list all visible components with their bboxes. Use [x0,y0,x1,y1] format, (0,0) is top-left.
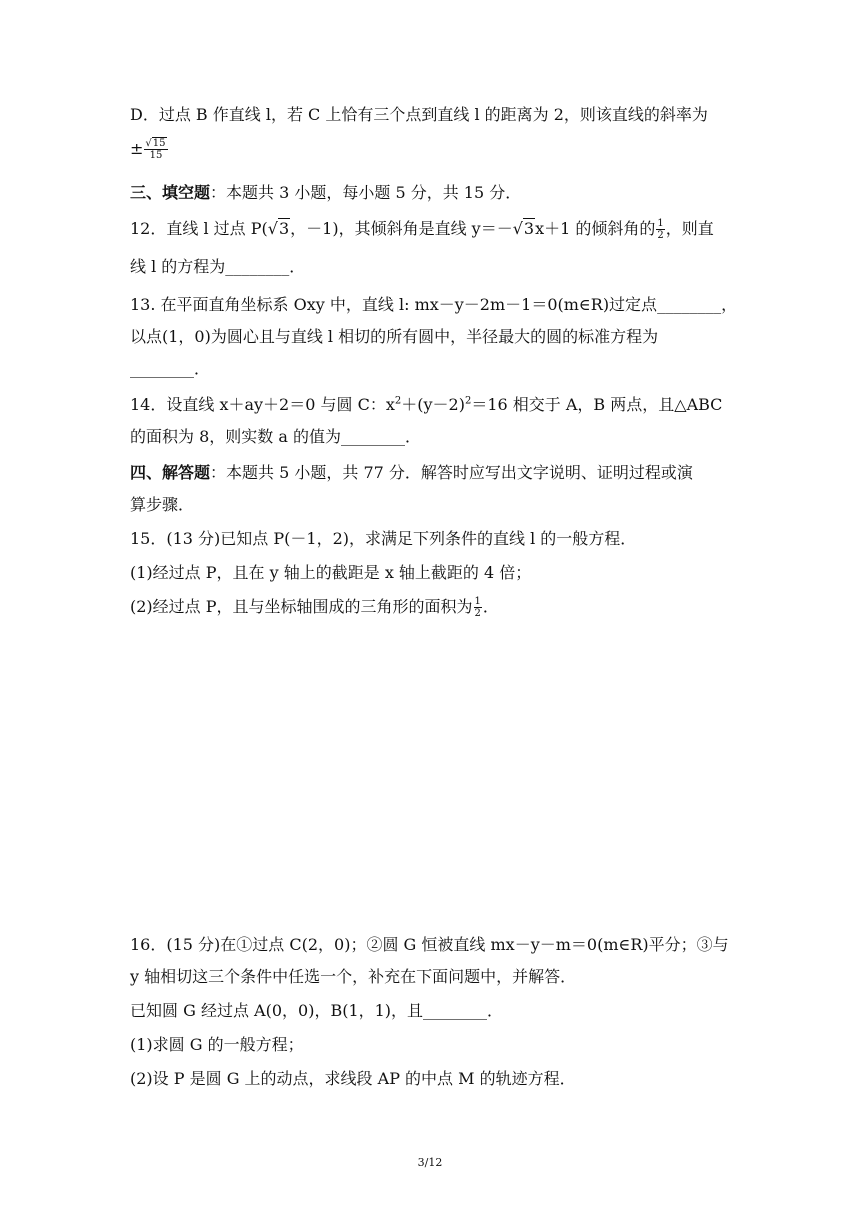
q12-line2 [130,256,740,278]
section-4-title: 四、解答题 [130,463,211,482]
q14-text-b: ＋(y－2) [401,395,465,414]
q16-part-1-text: (1)求圆 G 的一般方程； [130,1035,304,1054]
section-4-description-cont: 算步骤． [130,495,195,514]
q12-sqrt3-b: 3 [523,219,535,238]
section-3-description: ：本题共 3 小题，每小题 5 分，共 15 分． [210,183,522,202]
q13-end-mark: ． [194,359,211,378]
q16-part-1 [130,1034,740,1056]
fraction-denominator: 2 [474,608,481,619]
q13-line1-text: 13. 在平面直角坐标系 Oxy 中，直线 l: mx－y－2m－1＝0(m∈R)过定点 [130,295,658,314]
q13-line1 [130,294,740,316]
fraction-denominator: 15 [149,150,163,161]
q16-end-mark: ． [487,1001,504,1020]
q16-line3 [130,1000,740,1022]
q12-text-d: ，则直 [665,219,714,238]
q12-line2-text: 线 l 的方程为 [130,257,226,276]
answer-blank: ________ [225,257,290,276]
q14-line2 [130,426,740,448]
fraction-numerator: 1 [657,218,664,229]
answer-blank: ________ [130,359,194,378]
fraction-numerator: 15 [152,138,166,149]
q12-line1: 12．直线 l 过点 P(√3，－1)，其倾斜角是直线 y＝－√3x＋1 的倾斜角的 $\frac{1}{2}$ ，则直 [130,218,714,241]
q12-text-c: x＋1 的倾斜角的 [535,219,656,238]
q16-line1-text: 16．(15 分)在①过点 C(2，0)；②圆 G 恒被直线 mx－y－m＝0(m∈R)平分；③与 [130,935,729,954]
answer-blank: ________ [423,1001,488,1020]
q16-line3-text: 已知圆 G 经过点 A(0，0)，B(1，1)，且 [130,1001,424,1020]
q12-sqrt3-a: 3 [278,219,290,238]
q15-part-2 [130,596,740,619]
q12-text-a: 12．直线 l 过点 P( [130,219,268,238]
answer-blank: ________ [340,427,405,446]
q13-line1-end: ， [721,295,738,314]
q13-line3 [130,358,740,380]
section-4-line2 [130,494,740,516]
q12-text-b: ，－1)，其倾斜角是直线 y＝－ [290,219,513,238]
q12-end-mark: ． [289,257,306,276]
q12-fraction-half [656,218,664,241]
q14-superscript-2: 2 [464,395,472,407]
q16-part-2 [130,1068,740,1090]
q14-line2-text: 的面积为 8，则实数 a 的值为 [130,427,341,446]
q14-line1 [130,394,740,416]
answer-blank: ________ [657,295,722,314]
plus-minus-sign: ± [130,139,144,158]
q16-part-2-text: (2)设 P 是圆 G 上的动点，求线段 AP 的中点 M 的轨迹方程． [130,1069,576,1088]
q13-line2-text: 以点(1，0)为圆心且与直线 l 相切的所有圆中，半径最大的圆的标准方程为 [130,327,659,346]
q16-line2-text: y 轴相切这三个条件中任选一个，补充在下面问题中，并解答． [130,967,577,986]
q14-text-c: ＝16 相交于 A，B 两点，且△ABC [471,395,723,414]
q11-option-d-text: D．过点 B 作直线 l，若 C 上恰有三个点到直线 l 的距离为 2，则该直线的斜率为 [130,105,708,124]
fraction-denominator: 2 [657,230,664,241]
q14-text-a: 14．设直线 x＋ay＋2＝0 与圆 C：x [130,395,395,414]
q11-option-d-line2 [130,138,740,161]
q15-part-1 [130,562,740,584]
q14-end-mark: ． [404,427,421,446]
q14-superscript-1: 2 [394,395,402,407]
page-number: 3/12 [417,1156,443,1169]
q13-line2 [130,326,740,348]
q15-part-1-text: (1)经过点 P，且在 y 轴上的截距是 x 轴上截距的 4 倍； [130,563,532,582]
q15-end-mark: ． [482,597,499,616]
section-3-heading [130,182,740,204]
section-4-description: ：本题共 5 小题，共 77 分．解答时应写出文字说明、证明过程或演 [210,463,693,482]
q15-fraction-half [474,596,482,619]
q15-stem [130,528,740,550]
q15-part-2-text: (2)经过点 P，且与坐标轴围成的三角形的面积为 [130,597,473,616]
section-3-title: 三、填空题 [130,183,211,202]
q15-stem-text: 15．(13 分)已知点 P(－1，2)，求满足下列条件的直线 l 的一般方程． [130,529,637,548]
fraction-sqrt15-over-15: $\frac{√15}{15}$ [145,138,166,161]
q11-option-d-line1 [130,104,740,126]
fraction-numerator: 1 [474,596,481,607]
q16-line1 [130,934,740,956]
q16-line2 [130,966,740,988]
section-4-heading [130,462,740,484]
